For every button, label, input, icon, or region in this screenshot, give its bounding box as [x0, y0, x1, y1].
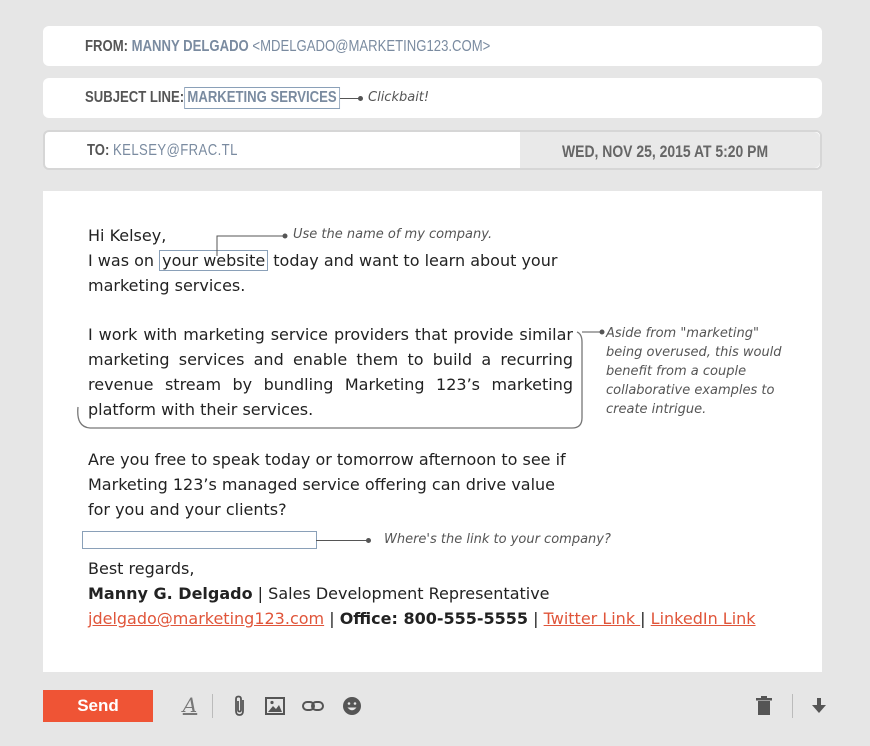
signature-separator: | [324, 609, 340, 628]
subject-annotation-connector [340, 98, 360, 99]
signature [88, 556, 808, 631]
p1-before: I was on [88, 251, 160, 270]
missing-link-box [82, 531, 317, 549]
toolbar-divider [792, 694, 793, 718]
linkedin-link[interactable]: LinkedIn Link [650, 609, 756, 628]
paragraph-3: Are you free to speak today or tomorrow afternoon to see if Marketing 123’s managed service offering can drive value for you and your clients? [88, 450, 566, 519]
signature-separator: | [528, 609, 544, 628]
office-phone: 800-555-5555 [403, 609, 529, 628]
date-area [520, 132, 820, 168]
subject-annotation-dot [358, 96, 363, 101]
text-format-icon[interactable]: A [182, 693, 198, 717]
twitter-link[interactable]: Twitter Link [543, 609, 641, 628]
subject-field[interactable] [43, 78, 822, 118]
sent-date: WED, NOV 25, 2015 AT 5:20 PM [562, 142, 769, 161]
more-options-icon[interactable] [805, 692, 833, 720]
attach-icon[interactable] [226, 692, 254, 720]
link-annotation-connector [316, 540, 368, 541]
from-line [85, 38, 490, 56]
link-annotation: Where's the link to your company? [384, 532, 611, 547]
to-value[interactable]: KELSEY@FRAC.TL [113, 142, 238, 159]
subject-value[interactable]: MARKETING SERVICES [184, 87, 340, 109]
from-email: <MDELGADO@MARKETING123.COM> [252, 38, 491, 55]
office-label: Office: [339, 609, 404, 628]
to-line [87, 142, 238, 160]
greeting: Hi Kelsey, [88, 226, 167, 245]
toolbar-divider [212, 694, 213, 718]
paragraph-2-annotation-line: create intrigue. [606, 402, 707, 417]
paragraph-2-annotation-line: collaborative examples to [606, 383, 775, 398]
paragraph-2-annotation-line: Aside from "marketing" [606, 326, 759, 341]
paragraph-2-bracket [72, 312, 612, 434]
subject-label: SUBJECT LINE: [85, 89, 185, 106]
link-icon[interactable] [299, 692, 327, 720]
signature-email-link[interactable]: jdelgado@marketing123.com [88, 609, 325, 628]
subject-annotation: Clickbait! [368, 90, 430, 105]
signoff: Best regards, [88, 559, 195, 578]
to-label: TO: [87, 142, 110, 159]
website-highlight: your website [159, 250, 268, 271]
to-field[interactable] [43, 130, 822, 170]
trash-icon[interactable] [750, 692, 778, 720]
send-button[interactable]: Send [43, 690, 153, 722]
signature-name: Manny G. Delgado [88, 584, 253, 603]
from-field [43, 26, 822, 66]
website-annotation-connector [210, 228, 290, 258]
link-annotation-dot [366, 538, 371, 543]
image-icon[interactable] [261, 692, 289, 720]
from-label: FROM: [85, 38, 128, 55]
paragraph-2-annotation-line: being overused, this would [606, 345, 782, 360]
emoji-icon[interactable] [338, 692, 366, 720]
signature-separator: | [640, 609, 651, 628]
compose-toolbar [0, 672, 870, 746]
signature-title: | Sales Development Representative [252, 584, 550, 603]
from-name: MANNY DELGADO [131, 38, 249, 55]
website-annotation: Use the name of my company. [293, 227, 493, 242]
paragraph-2-annotation [606, 324, 782, 419]
paragraph-2-annotation-line: benefit from a couple [606, 364, 747, 379]
subject-line [85, 87, 340, 109]
paragraph-2: I work with marketing service providers that provide similar marketing services and enable them to build a recurring revenue stream by bundling Marketing 123’s marketing platform with their services. [88, 325, 573, 419]
p1-after: today and want to learn about your marketing services. [88, 251, 558, 295]
